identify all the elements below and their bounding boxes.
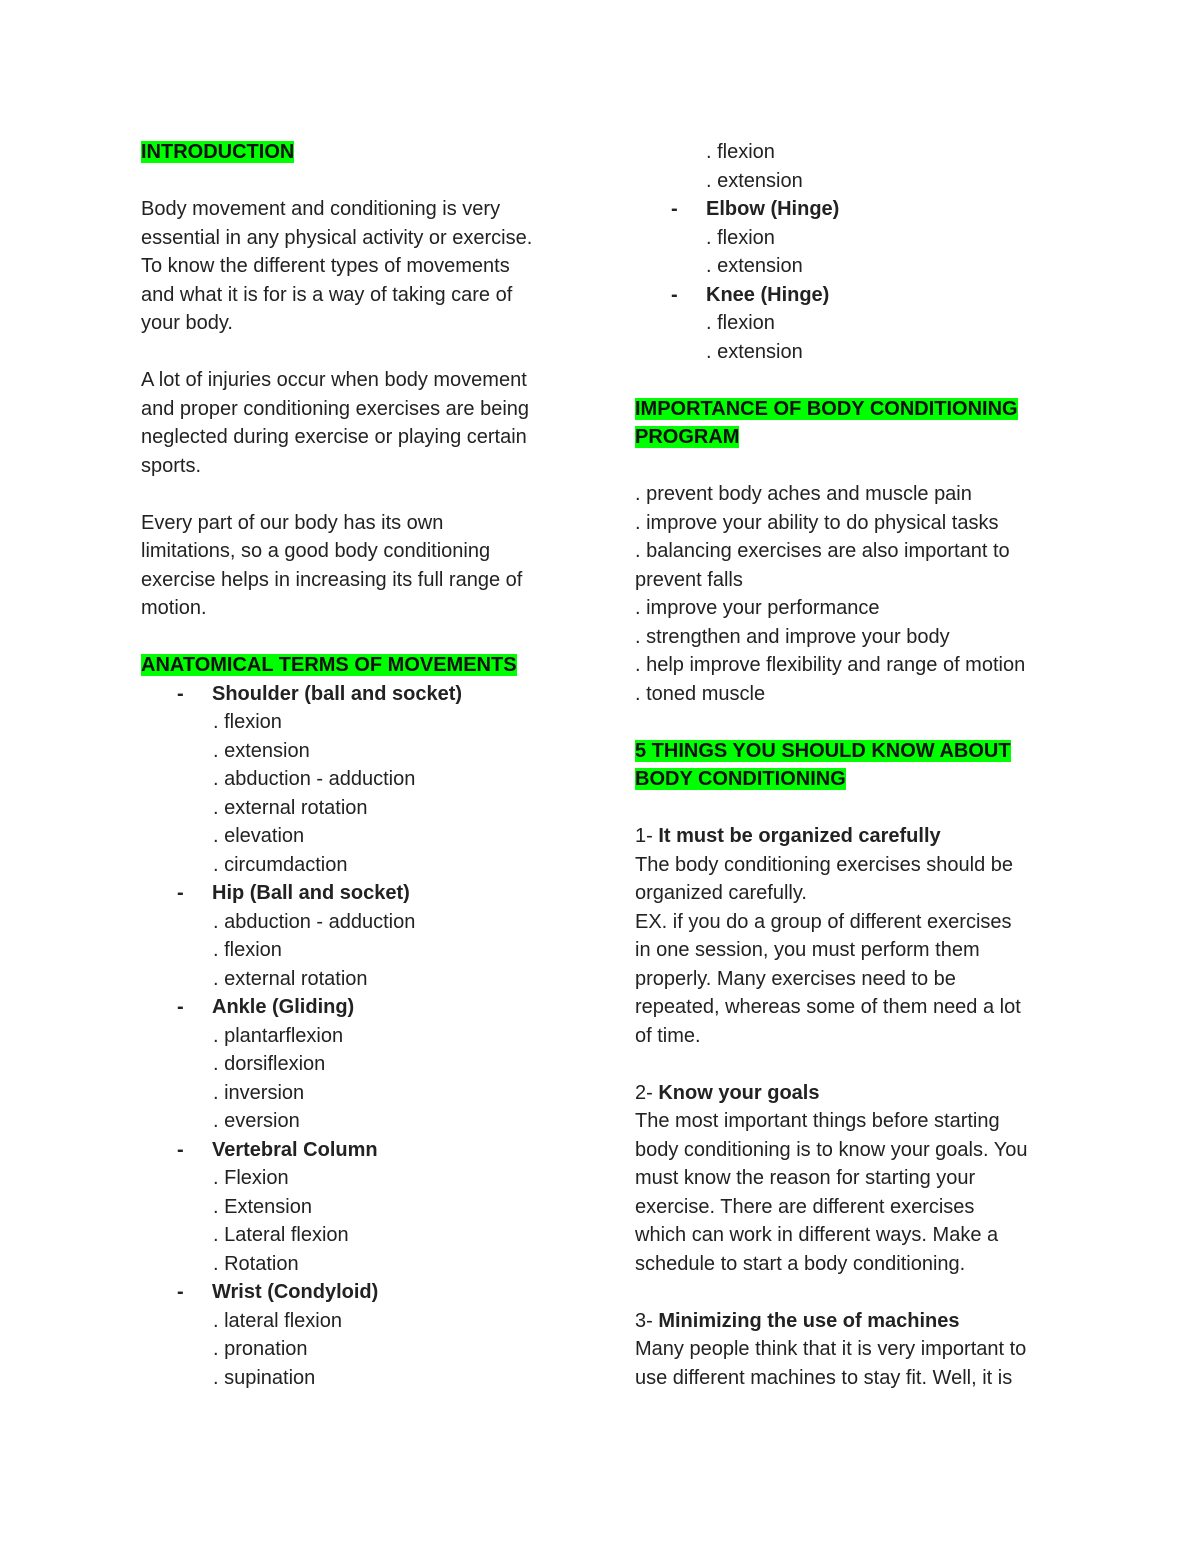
- thing-number: 1-: [635, 825, 659, 847]
- importance-list: [635, 480, 1065, 708]
- movement-item: . flexion: [706, 226, 775, 249]
- joint-hip: [141, 879, 581, 993]
- text-line: organized carefully.: [635, 882, 807, 904]
- text-line: and proper conditioning exercises are being: [141, 397, 530, 420]
- movement-item: . flexion: [213, 711, 282, 733]
- list-dash: -: [671, 198, 678, 220]
- heading-line: IMPORTANCE OF BODY CONDITIONING: [635, 397, 1018, 420]
- list-dash: -: [177, 682, 184, 705]
- movement-item: . plantarflexion: [213, 1024, 344, 1047]
- movement-item: . Rotation: [213, 1252, 299, 1275]
- text-line: essential in any physical activity or exercise.: [141, 226, 533, 249]
- text-line: Many people think that it is very important to: [635, 1338, 1027, 1360]
- text-line: must know the reason for starting your: [635, 1167, 976, 1189]
- text-line: neglected during exercise or playing certain: [141, 426, 527, 448]
- list-item: . improve your ability to do physical tasks: [635, 511, 999, 534]
- joint-name: Elbow (Hinge): [706, 198, 840, 220]
- list-item: prevent falls: [635, 568, 743, 591]
- joint-name: Wrist (Condyloid): [212, 1281, 379, 1303]
- list-item: . toned muscle: [635, 682, 766, 705]
- heading-line: BODY CONDITIONING: [635, 768, 846, 790]
- movement-item: . inversion: [213, 1081, 305, 1104]
- movement-item: . Lateral flexion: [213, 1224, 349, 1246]
- list-dash: -: [177, 882, 184, 904]
- joint-ankle: [141, 993, 581, 1136]
- movement-item: . extension: [706, 255, 803, 277]
- joint-shoulder: [141, 680, 581, 880]
- text-line: Every part of our body has its own: [141, 511, 444, 534]
- movement-item: . circumdaction: [213, 853, 348, 876]
- text-line: The body conditioning exercises should be: [635, 853, 1014, 876]
- text-line: properly. Many exercises need to be: [635, 967, 956, 990]
- thing-number: 2-: [635, 1081, 659, 1104]
- movement-item: . external rotation: [213, 796, 368, 819]
- text-line: Body movement and conditioning is very: [141, 198, 501, 220]
- text-line: your body.: [141, 312, 233, 334]
- intro-heading: INTRODUCTION: [141, 141, 295, 163]
- movement-item: . elevation: [213, 825, 305, 847]
- movement-item: . Flexion: [213, 1167, 289, 1189]
- text-line: EX. if you do a group of different exercises: [635, 910, 1012, 933]
- text-line: body conditioning is to know your goals. You: [635, 1138, 1028, 1161]
- intro-paragraph-2: [141, 366, 581, 480]
- thing-1: [635, 822, 1065, 1050]
- text-line: motion.: [141, 597, 207, 619]
- list-dash: -: [177, 1138, 184, 1161]
- list-item: . strengthen and improve your body: [635, 625, 950, 648]
- text-line: A lot of injuries occur when body movement: [141, 369, 527, 391]
- movement-item: . pronation: [213, 1338, 308, 1360]
- joint-wrist: [141, 1278, 581, 1392]
- movement-item: . extension: [706, 169, 803, 192]
- thing-title: It must be organized carefully: [658, 825, 941, 847]
- joint-name: Knee (Hinge): [706, 283, 830, 306]
- text-line: of time.: [635, 1024, 701, 1047]
- anatomical-heading: ANATOMICAL TERMS OF MOVEMENTS: [141, 654, 517, 676]
- movement-item: . extension: [706, 340, 803, 363]
- importance-heading: [635, 395, 1065, 452]
- text-line: limitations, so a good body conditioning: [141, 540, 491, 562]
- movement-item: . eversion: [213, 1110, 300, 1132]
- list-dash: -: [177, 1281, 184, 1303]
- movement-item: . abduction - adduction: [213, 768, 416, 790]
- text-line: To know the different types of movements: [141, 255, 510, 277]
- text-line: The most important things before starting: [635, 1110, 1000, 1132]
- right-column: [635, 138, 1065, 1392]
- heading-line: 5 THINGS YOU SHOULD KNOW ABOUT: [635, 739, 1011, 762]
- movement-item: . external rotation: [213, 967, 368, 990]
- joint-continued: [635, 138, 1065, 195]
- text-line: sports.: [141, 454, 202, 477]
- joint-name: Hip (Ball and socket): [212, 882, 410, 904]
- list-item: . improve your performance: [635, 597, 880, 619]
- joint-name: Vertebral Column: [212, 1138, 378, 1161]
- thing-title: Minimizing the use of machines: [658, 1309, 960, 1332]
- movement-item: . dorsiflexion: [213, 1053, 326, 1075]
- movement-item: . flexion: [706, 141, 775, 163]
- thing-2: [635, 1079, 1065, 1279]
- joint-elbow: [635, 195, 1065, 281]
- intro-paragraph-1: [141, 195, 581, 338]
- list-item: . prevent body aches and muscle pain: [635, 483, 972, 505]
- thing-title: Know your goals: [658, 1081, 820, 1104]
- text-line: in one session, you must perform them: [635, 939, 980, 961]
- text-line: which can work in different ways. Make a: [635, 1224, 999, 1246]
- text-line: use different machines to stay fit. Well, it is: [635, 1366, 1013, 1389]
- text-line: exercise helps in increasing its full range of: [141, 568, 523, 591]
- movement-item: . extension: [213, 739, 310, 762]
- list-item: . help improve flexibility and range of motion: [635, 654, 1026, 676]
- joint-name: Shoulder (ball and socket): [212, 682, 463, 705]
- intro-paragraph-3: [141, 509, 581, 623]
- text-line: schedule to start a body conditioning.: [635, 1252, 966, 1275]
- thing-3: [635, 1307, 1065, 1393]
- heading-line: PROGRAM: [635, 426, 740, 448]
- movement-item: . abduction - adduction: [213, 910, 416, 933]
- left-column: [141, 138, 581, 1392]
- movement-item: . flexion: [706, 312, 775, 334]
- thing-number: 3-: [635, 1309, 659, 1332]
- list-dash: -: [177, 996, 184, 1018]
- text-line: exercise. There are different exercises: [635, 1195, 975, 1218]
- joint-vertebral-column: [141, 1136, 581, 1279]
- text-line: and what it is for is a way of taking care of: [141, 283, 513, 306]
- list-item: . balancing exercises are also important to: [635, 540, 1010, 562]
- joint-knee: [635, 281, 1065, 367]
- list-dash: -: [671, 283, 678, 306]
- movement-item: . flexion: [213, 939, 282, 961]
- movement-item: . lateral flexion: [213, 1309, 342, 1332]
- text-line: repeated, whereas some of them need a lot: [635, 996, 1021, 1018]
- joint-name: Ankle (Gliding): [212, 996, 355, 1018]
- movement-item: . supination: [213, 1366, 316, 1389]
- movement-item: . Extension: [213, 1195, 312, 1218]
- things-heading: [635, 737, 1065, 794]
